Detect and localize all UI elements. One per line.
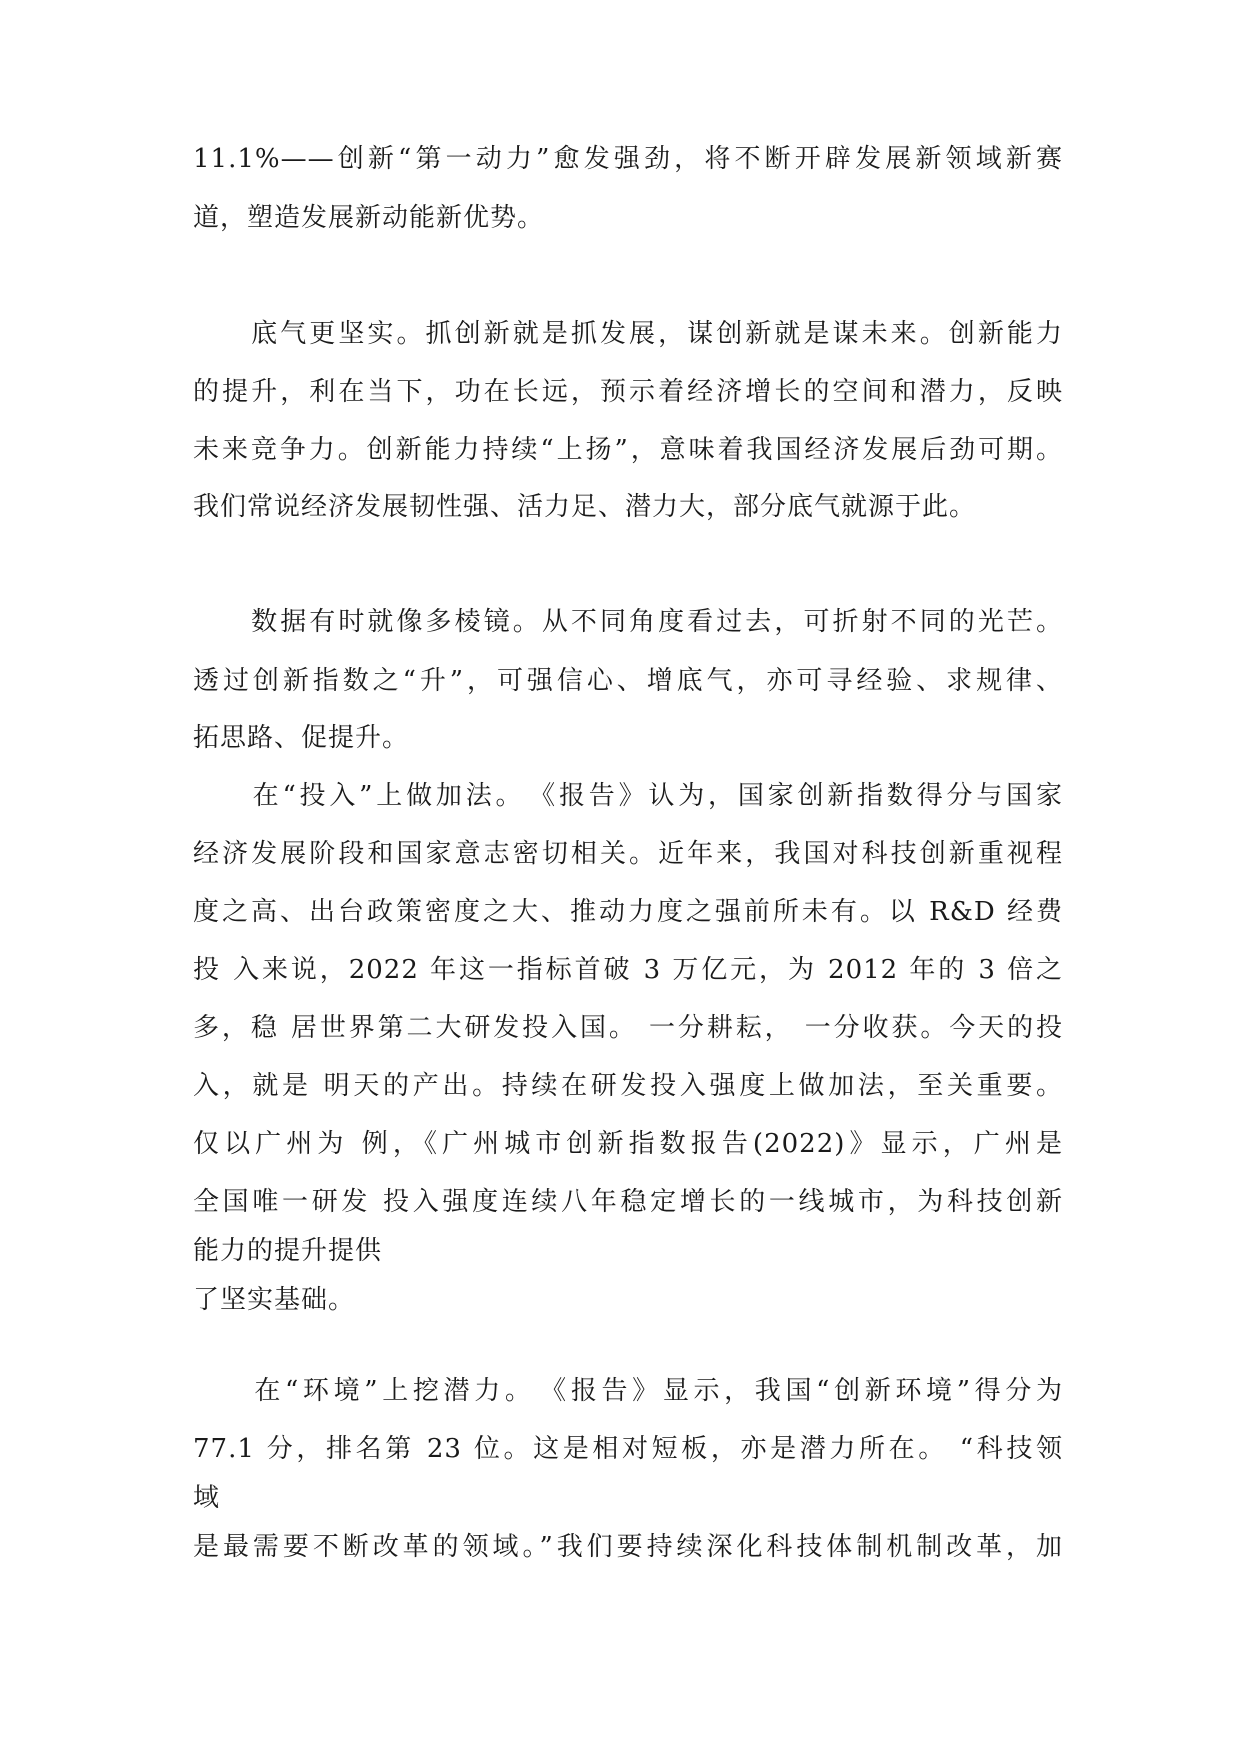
text-line: 经济发展阶段和国家意志密切相关。近年来，我国对科技创新重视程 — [193, 839, 1063, 869]
text-line: 的提升，利在当下，功在长远，预示着经济增长的空间和潜力，反映 — [193, 377, 1063, 407]
text-line: 了坚实基础。 — [193, 1285, 356, 1315]
text-line: 度之高、出台政策密度之大、推动力度之强前所未有。以 R&D 经费 — [193, 897, 1063, 927]
text-line: 在“环境”上挖潜力。 《报告》显示，我国“创新环境”得分为 — [193, 1376, 1063, 1406]
text-line: 域 — [193, 1483, 221, 1513]
text-line: 道，塑造发展新动能新优势。 — [193, 203, 545, 233]
text-line: 77.1 分，排名第 23 位。这是相对短板，亦是潜力所在。 “科技领 — [193, 1434, 1063, 1464]
text-line: 投 入来说，2022 年这一指标首破 3 万亿元，为 2012 年的 3 倍之 — [193, 955, 1063, 985]
text-line: 拓思路、促提升。 — [193, 723, 410, 753]
text-line: 未来竞争力。创新能力持续“上扬”，意味着我国经济发展后劲可期。 — [193, 435, 1063, 465]
text-line: 入，就是 明天的产出。持续在研发投入强度上做加法，至关重要。 — [193, 1071, 1063, 1101]
text-line: 仅以广州为 例，《广州城市创新指数报告(2022)》显示，广州是 — [193, 1129, 1063, 1159]
text-line: 是最需要不断改革的领域。”我们要持续深化科技体制机制改革，加 — [193, 1532, 1063, 1562]
text-line: 数据有时就像多棱镜。从不同角度看过去，可折射不同的光芒。 — [193, 607, 1063, 637]
text-line: 在“投入”上做加法。 《报告》认为，国家创新指数得分与国家 — [193, 781, 1063, 811]
text-line: 全国唯一研发 投入强度连续八年稳定增长的一线城市，为科技创新 — [193, 1187, 1063, 1217]
text-line: 底气更坚实。抓创新就是抓发展，谋创新就是谋未来。创新能力 — [193, 319, 1063, 349]
text-line: 多，稳 居世界第二大研发投入国。 一分耕耘， 一分收获。今天的投 — [193, 1013, 1063, 1043]
text-line: 能力的提升提供 — [193, 1236, 383, 1266]
text-line: 11.1%——创新“第一动力”愈发强劲，将不断开辟发展新领域新赛 — [193, 144, 1063, 174]
text-line: 我们常说经济发展韧性强、活力足、潜力大，部分底气就源于此。 — [193, 492, 977, 522]
text-line: 透过创新指数之“升”，可强信心、增底气，亦可寻经验、求规律、 — [193, 666, 1063, 696]
